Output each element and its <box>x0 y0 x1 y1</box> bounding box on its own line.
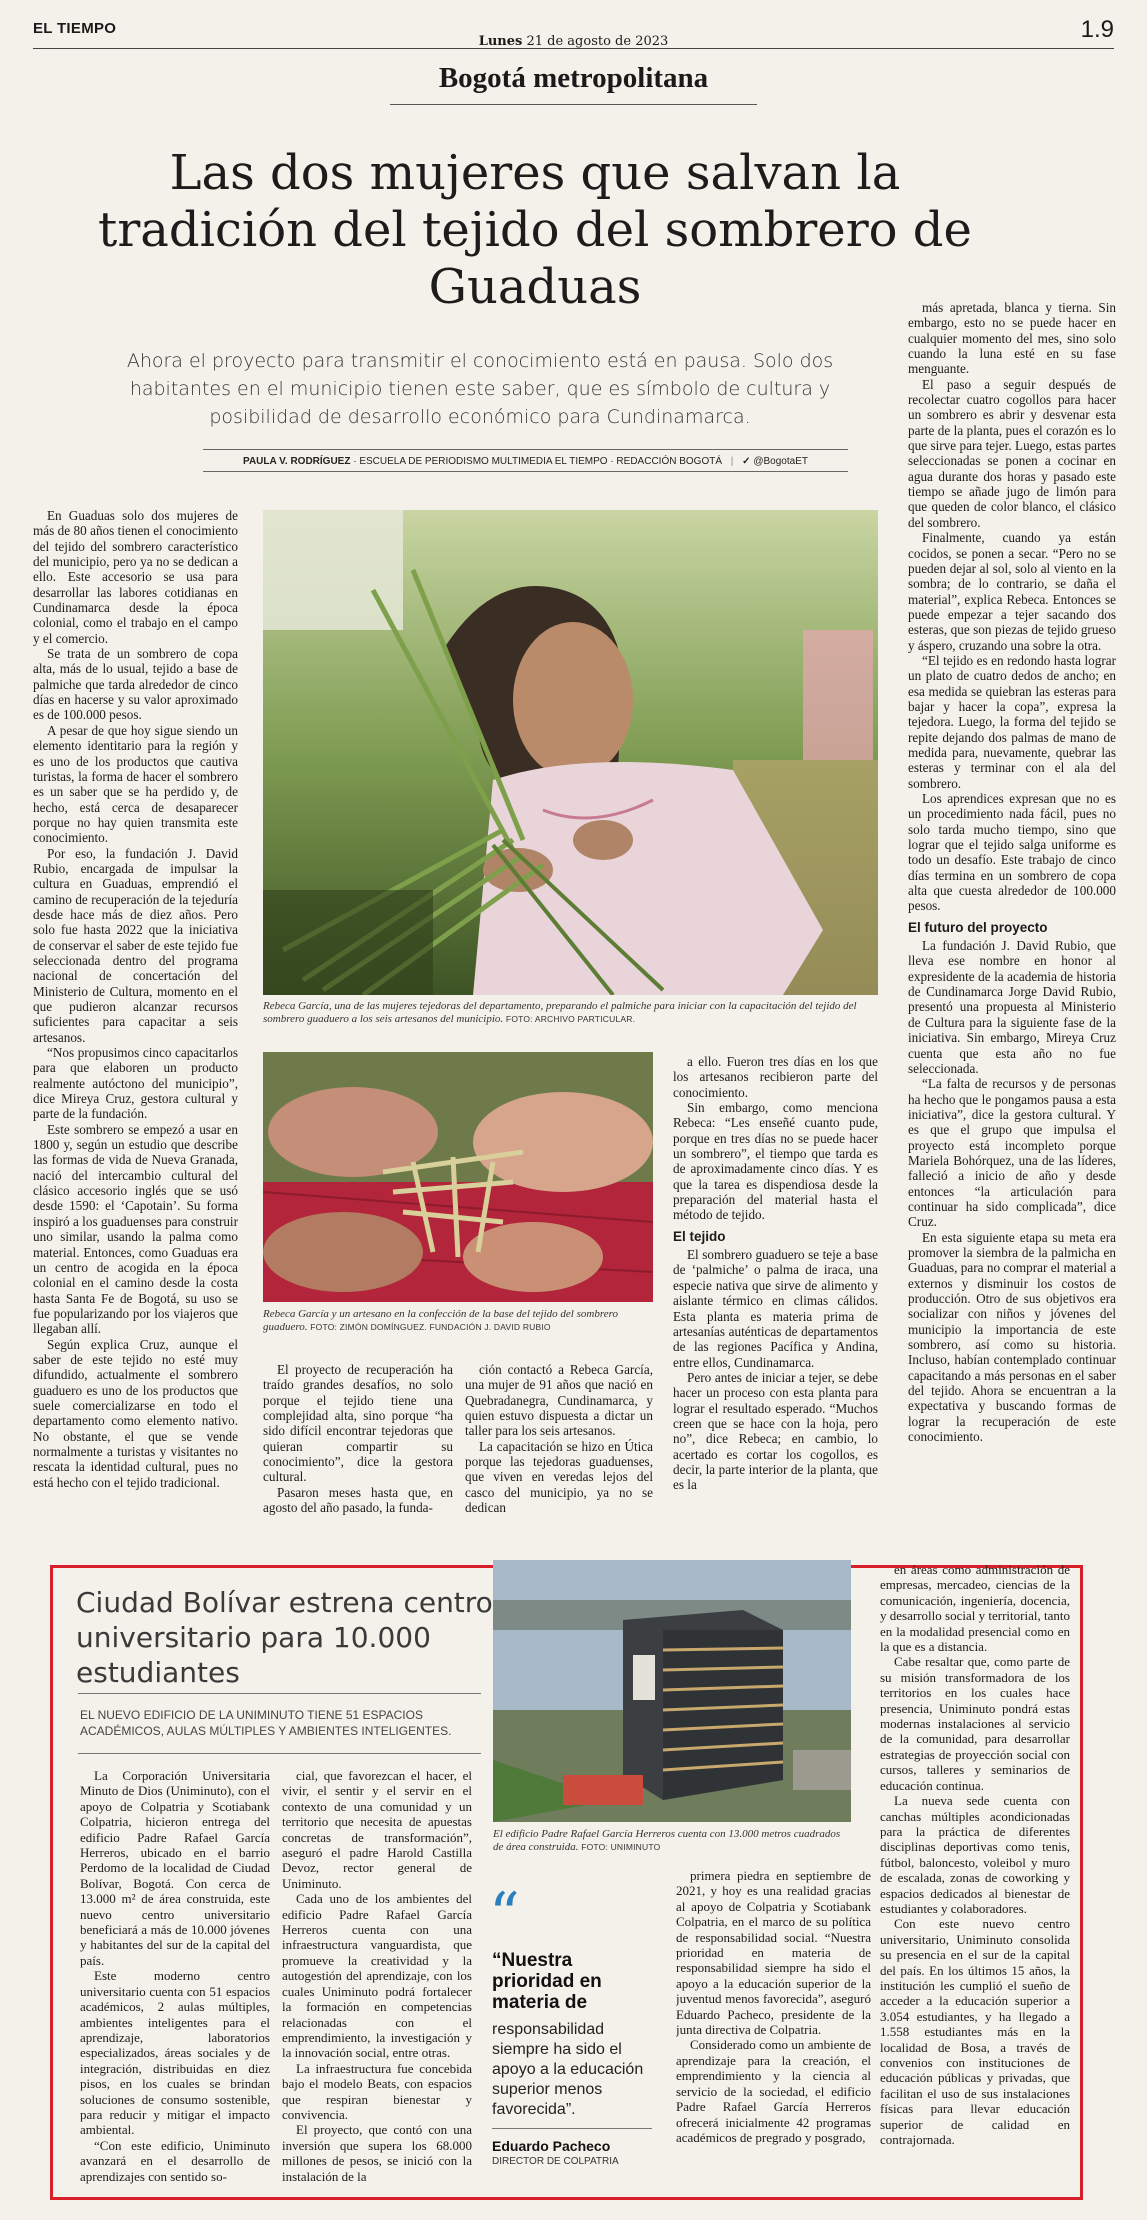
quote-author-role: DIRECTOR DE COLPATRIA <box>492 2156 619 2167</box>
masthead-rule <box>33 48 1114 49</box>
paragraph: La infraestructura fue concebida bajo el modelo Beats, con espacios que respiran bienestar y convivencia. <box>282 2060 472 2122</box>
article-column-3 <box>465 1362 653 1542</box>
paragraph: Este sombrero se empezó a usar en 1800 y, según un estudio que describe las formas de vida de Nueva Granada, nació del intercambio cultural del clásico accesorio inglés que se usó desde 1590: el ‘Capotain’. Su forma inspiró a los guaduenses para construir uno similar, usando la palma como material. Entonces, como Guaduas era un centro de acogida en la época colonial en el camino desde la costa hasta Santa Fe de Bogotá, su uso se fue popularizando por los viajeros que llegaban allí. <box>33 1121 238 1337</box>
paragraph: Por eso, la fundación J. David Rubio, encargada de impulsar la cultura en Guaduas, emprendió el camino de recuperación de la tejeduría desde hace más de diez años. Pero solo fue hasta 2022 que la iniciativa de conservar el saber de este tejido fue seleccionada dentro del programa nacional de concertación del Ministerio de Cultura, momento en el que pudieron alcanzar recursos suficientes para capacitar a seis artesanos. <box>33 845 238 1045</box>
paragraph: Según explica Cruz, aunque el saber de este tejido no esté muy difundido, actualmente el sombrero guaduero es uno de los productos que suele comercializarse en todo el departamento como elemento nativo. No obstante, el que se vende normalmente a turistas y visitantes no rescata la identidad cultural, pues no está hecho con el tejido tradicional. <box>33 1336 238 1490</box>
box-rule <box>78 1753 481 1754</box>
quote-icon: “ <box>489 1880 520 1950</box>
section-title: Bogotá metropolitana <box>438 62 709 94</box>
paragraph: ción contactó a Rebeca García, una mujer de 91 años que nació en Quebradanegra, Cundinamarca, y quien estuvo dispuesta a dictar un taller para los seis artesanos. <box>465 1362 653 1439</box>
section-rule <box>390 104 757 105</box>
paragraph: en áreas como administración de empresas, mercadeo, ciencias de la comunicación, ingeniería, docencia, y desarrollo social y territorial, tanto en la modalidad presencial como en la que es a distancia. <box>880 1562 1070 1655</box>
quote-author: Eduardo Pacheco <box>492 2138 611 2154</box>
paragraph: Se trata de un sombrero de copa alta, más de lo usual, tejido a base de palmiche que tarda alrededor de cinco días en hacerse y su valor aproximado es de 100.000 pesos. <box>33 646 238 723</box>
paragraph: La Corporación Universitaria Minuto de Dios (Uniminuto), con el apoyo de Colpatria y Scotiabank Colpatria, hicieron entrega del edificio Padre Rafael García Herreros, ubicado en el barrio Perdomo de la localidad de Ciudad Bolívar, Bogotá. Con cerca de 13.000 m² de área construida, este nuevo centro universitario beneficiará a más de 10.000 jóvenes y habitantes del sur de la capital del país. <box>80 1768 270 1968</box>
paragraph: El proyecto, que contó con una inversión que supera los 68.000 millones de pesos, se inició con la instalación de la <box>282 2122 472 2184</box>
byline-affiliation: · ESCUELA DE PERIODISMO MULTIMEDIA EL TIEMPO · REDACCIÓN BOGOTÁ <box>353 456 722 467</box>
paragraph: Pasaron meses hasta que, en agosto del año pasado, la funda- <box>263 1484 453 1516</box>
paragraph: Sin embargo, como menciona Rebeca: “Les enseñé cuanto pude, porque en tres días no se puede hacer un sombrero”, el tiempo que tarda es de aproximadamente cinco días. Y es que la tarea es dispendiosa desde la preparación del material hasta el método de tejido. <box>673 1100 878 1223</box>
pull-quote-rest: responsabilidad siempre ha sido el apoyo a la educación superior menos favorecida”. <box>492 2021 644 2118</box>
photo-building-illustration <box>493 1560 851 1822</box>
paragraph: primera piedra en septiembre de 2021, y hoy es una realidad gracias al apoyo de Colpatria y Scotiabank Colpatria, en el marco de su política de responsabilidad social. “Nuestra prioridad en materia de responsabilidad siempre ha sido el apoyo a la educación superior de la juventud menos favorecida”, aseguró Eduardo Pacheco, presidente de la junta directiva de Colpatria. <box>676 1868 871 2038</box>
article-column-1 <box>33 508 238 1540</box>
paragraph: El proyecto de recuperación ha traído grandes desafíos, no solo porque el tejido tiene una complejidad alta, sino porque “ha sido difícil encontrar tejedoras que quieran compartir su conocimiento”, dice la gestora cultural. <box>263 1362 453 1485</box>
paragraph: Los aprendices expresan que no es un procedimiento nada fácil, pues no solo tarda mucho tiempo, sino que lograr que el tejido salga uniforme es todo un desafío. Este trabajo de cinco días termina en un sombrero de copa alta que cuesta alrededor de 100.000 pesos. <box>908 791 1116 914</box>
byline-handle[interactable]: @BogotaET <box>753 456 808 467</box>
issue-date <box>0 34 1147 49</box>
caption-text: El edificio Padre Rafael García Herreros cuenta con 13.000 metros cuadrados de área construida. <box>493 1828 841 1853</box>
byline-rule-bottom <box>203 471 848 472</box>
quote-rule <box>492 2128 652 2129</box>
subhead: El futuro del proyecto <box>908 919 1048 935</box>
caption-text: Rebeca García, una de las mujeres tejedoras del departamento, preparando el palmiche para iniciar con la capacitación del tejido del sombrero guaduero a los seis artesanos del municipio. <box>263 1000 857 1025</box>
box-column-4 <box>880 1562 1070 2192</box>
paragraph: “La falta de recursos y de personas ha hecho que le pongamos pausa a esta iniciativa”, dice la gestora cultural. Y es que el grupo que impulsa el proyecto está incompleto porque Mariela Bohórquez, una de las líderes, falleció a inicio de año y desde entonces “la articulación para continuar ha sido complicada”, dice Cruz. <box>908 1076 1116 1230</box>
box-column-1 <box>80 1768 270 2193</box>
paragraph: cial, que favorezcan el hacer, el vivir, el sentir y el servir en el contexto de una comunidad y un territorio que necesita de apuestas concretas de transformación”, aseguró el padre Harold Castilla Devoz, rector general de Uniminuto. <box>282 1768 472 1891</box>
paragraph: El paso a seguir después de recolectar cuatro cogollos para hacer un sombrero es abrir y desvenar esta parte de la planta, pues el corazón es lo que sirve para tejer. Luego, estas partes seleccionadas se ponen a cocinar en agua durante dos horas y pasado este tiempo se añade jugo de limón para que queden de color blanco, el clásico del sombrero. <box>908 376 1116 530</box>
photo-hands-caption <box>263 1308 653 1334</box>
paragraph: a ello. Fueron tres días en los que los artesanos recibieron parte del conocimiento. <box>673 1054 878 1100</box>
photo-weaver-illustration <box>263 510 878 995</box>
paragraph: En Guaduas solo dos mujeres de más de 80 años tienen el conocimiento del tejido del sombrero característico del municipio, pero ya no se dedican a ello. Este accesorio se usa para desarrollar las labores cotidianas en Cundinamarca desde la época colonial, como el trabajo en el campo y el comercio. <box>33 508 238 646</box>
paragraph: Finalmente, cuando ya están cocidos, se ponen a secar. “Pero no se pueden dejar al sol, solo al viento en la sombra; de lo contrario, se daña el material”, explica Rebeca. Entonces se puede empezar a tejer sacando dos esteras, que son piezas de tejido grueso y áspero, cruzando una sobre la otra. <box>908 530 1116 653</box>
caption-credit: FOTO: ARCHIVO PARTICULAR. <box>505 1014 636 1024</box>
caption-credit: FOTO: ZIMÓN DOMÍNGUEZ. FUNDACIÓN J. DAVID RUBIO <box>310 1322 551 1332</box>
article-column-2 <box>263 1362 453 1542</box>
subhead: El tejido <box>673 1228 726 1244</box>
caption-credit: FOTO: UNIMINUTO <box>581 1842 661 1852</box>
paragraph: La capacitación se hizo en Útica porque las tejedoras guaduenses, que viven en veredas lejos del casco del municipio, ya no se dedican <box>465 1438 653 1516</box>
article-column-5 <box>908 300 1116 1542</box>
box-column-3 <box>676 1868 871 2193</box>
paragraph: “Con este edificio, Uniminuto avanzará en el desarrollo de aprendizajes con sentido so- <box>80 2137 270 2184</box>
page-number: 1.9 <box>1080 16 1114 43</box>
photo-hands-illustration <box>263 1052 653 1302</box>
box-column-2 <box>282 1768 472 2193</box>
article-headline: Las dos mujeres que salvan la tradición del tejido del sombrero de Guaduas <box>98 145 972 315</box>
issue-day: Lunes <box>478 34 523 49</box>
paragraph: más apretada, blanca y tierna. Sin embargo, esto no se puede hacer en cualquier momento del mes, sino solo cuando la luna esté en su fase menguante. <box>908 300 1116 377</box>
paragraph: “Nos propusimos cinco capacitarlos para que elaboren un producto realmente autóctono del municipio”, dice Mireya Cruz, gestora cultural y parte de la fundación. <box>33 1045 238 1122</box>
photo-building <box>493 1560 851 1822</box>
article-dek: Ahora el proyecto para transmitir el conocimiento está en pausa. Solo dos habitantes en el municipio tienen este saber, que es símbolo de cultura y posibilidad de desarrollo económico para Cundinamarca. <box>126 350 834 428</box>
photo-weaver <box>263 510 878 995</box>
paper-name: EL TIEMPO <box>33 20 117 37</box>
paragraph: Cabe resaltar que, como parte de su misión transformadora de los territorios en los cuales hace presencia, Uniminuto pondrá estas modernas instalaciones al servicio de la comunidad, para desarrollar estrategias de proyección social con cursos, talleres y seminarios de educación continua. <box>880 1654 1070 1793</box>
pull-quote-lead: “Nuestra prioridad en materia de <box>492 1950 602 2013</box>
article-column-4 <box>673 1054 878 1542</box>
paragraph: A pesar de que hoy sigue siendo un elemento identitario para la región y es uno de los productos que cautiva turistas, la forma de hacer el sombrero es un saber que se ha perdido y, de hecho, está cerca de desaparecer porque no hay quien transmita este conocimiento. <box>33 722 238 846</box>
paragraph: Cada uno de los ambientes del edificio Padre Rafael García Herreros cuenta con una infraestructura vanguardista, que promueve la creatividad y la autogestión del aprendizaje, con los cuales Uniminuto podrá fortalecer la formación en competencias relacionadas con el emprendimiento, la investigación y la innovación social, entre otras. <box>282 1891 472 2061</box>
paragraph: La nueva sede cuenta con canchas múltiples acondicionadas para la práctica de diferentes disciplinas deportivas como tenis, fútbol, baloncesto, voleibol y muro de escalada, zonas de coworking y espacios dedicados al bienestar de estudiantes y colaboradores. <box>880 1793 1070 1916</box>
issue-date-rest: 21 de agosto de 2023 <box>526 34 669 49</box>
photo-weaver-caption <box>263 1000 878 1026</box>
byline-author: PAULA V. RODRÍGUEZ <box>243 456 351 467</box>
paragraph: Este moderno centro universitario cuenta con 51 espacios académicos, 2 aulas múltiples, ambientes inteligentes para el aprendizaje, laboratorios especializados, áreas sociales y de integración, distribuidas en diez pisos, en los cuales se brindan soluciones de consumo sostenible, para reducir y mitigar el impacto ambiental. <box>80 1968 270 2138</box>
photo-building-caption <box>493 1828 851 1854</box>
box-dek: EL NUEVO EDIFICIO DE LA UNIMINUTO TIENE 51 ESPACIOS ACADÉMICOS, AULAS MÚLTIPLES Y AMBIENTES INTELIGENTES. <box>80 1708 452 1738</box>
paragraph: Considerado como un ambiente de aprendizaje para la creación, el emprendimiento y la ciencia al servicio de la sociedad, el edificio Padre Rafael García Herreros ofrecerá inicialmente 42 programas académicos de pregrado y posgrado, <box>676 2037 871 2145</box>
caption-text: Rebeca García y un artesano en la confección de la base del tejido del sombrero guaduero. <box>263 1308 618 1333</box>
byline: PAULA V. RODRÍGUEZ · ESCUELA DE PERIODISMO MULTIMEDIA EL TIEMPO · REDACCIÓN BOGOTÁ | ✓ @BogotaET <box>243 456 808 467</box>
twitter-icon: ✓ <box>742 456 751 467</box>
box-headline: Ciudad Bolívar estrena centro universitario para 10.000 estudiantes <box>76 1586 493 1689</box>
photo-hands <box>263 1052 653 1302</box>
paragraph: La fundación J. David Rubio, que lleva ese nombre en honor al expresidente de la academia de historia de Cundinamarca Jorge David Rubio, presentó una propuesta al Ministerio de Cultura para la siguiente fase de la iniciativa. Sin embargo, Mireya Cruz cuenta que esta año no fue seleccionada. <box>908 938 1116 1076</box>
byline-rule-top <box>203 449 848 450</box>
paragraph: En esta siguiente etapa su meta era promover la siembra de la palmicha en Guaduas, para no comprar el material a externos y disminuir los costos de producción. Otro de sus objetivos era socializar con niños y jóvenes del municipio la importancia de este sombrero, así como su historia. Incluso, habían contemplado continuar capacitando a más personas en el saber del tejido. Ahora se encuentran a la expectativa y buscando formas de lograr la recuperación de este conocimiento. <box>908 1229 1116 1445</box>
box-rule <box>78 1693 481 1694</box>
paragraph: Pero antes de iniciar a tejer, se debe hacer un proceso con esta planta para lograr el resultado esperado. “Muchos creen que se hace con la hoja, pero no”, dice Rebeca; en cambio, lo acertado es cortar los cogollos, es decir, la parte interior de la planta, que es la <box>673 1369 878 1493</box>
paragraph: El sombrero guaduero se teje a base de ‘palmiche’ o palma de iraca, una especie nativa que sirve de alimento y aislante térmico en climas cálidos. Esta planta es materia prima de artesanías auténticas de departamentos de las regiones Pacífica y Andina, entre ellos, Cundinamarca. <box>673 1247 878 1370</box>
paragraph: Con este nuevo centro universitario, Uniminuto consolida su presencia en el sur de la capital del país. En los últimos 15 años, la institución les cumplió el sueño de acceder a la educación superior a 3.054 estudiantes, y ha llegado a 1.558 estudiantes más en la localidad de Bosa, a través de convenios con instituciones de educación públicas y privadas, que facilitan el uso de sus instalaciones físicas para llevar educación superior de calidad en contrajornada. <box>880 1916 1070 2148</box>
paragraph: “El tejido es en redondo hasta lograr un plato de cuatro dedos de ancho; en esa medida se quiebran las esteras para bajar y hacer la copa”, expresa la tejedora. Luego, la forma del tejido se repite dejando dos palmas de mano de medida para, nuevamente, quebrar las esteras y terminar con el ala del sombrero. <box>908 652 1116 791</box>
